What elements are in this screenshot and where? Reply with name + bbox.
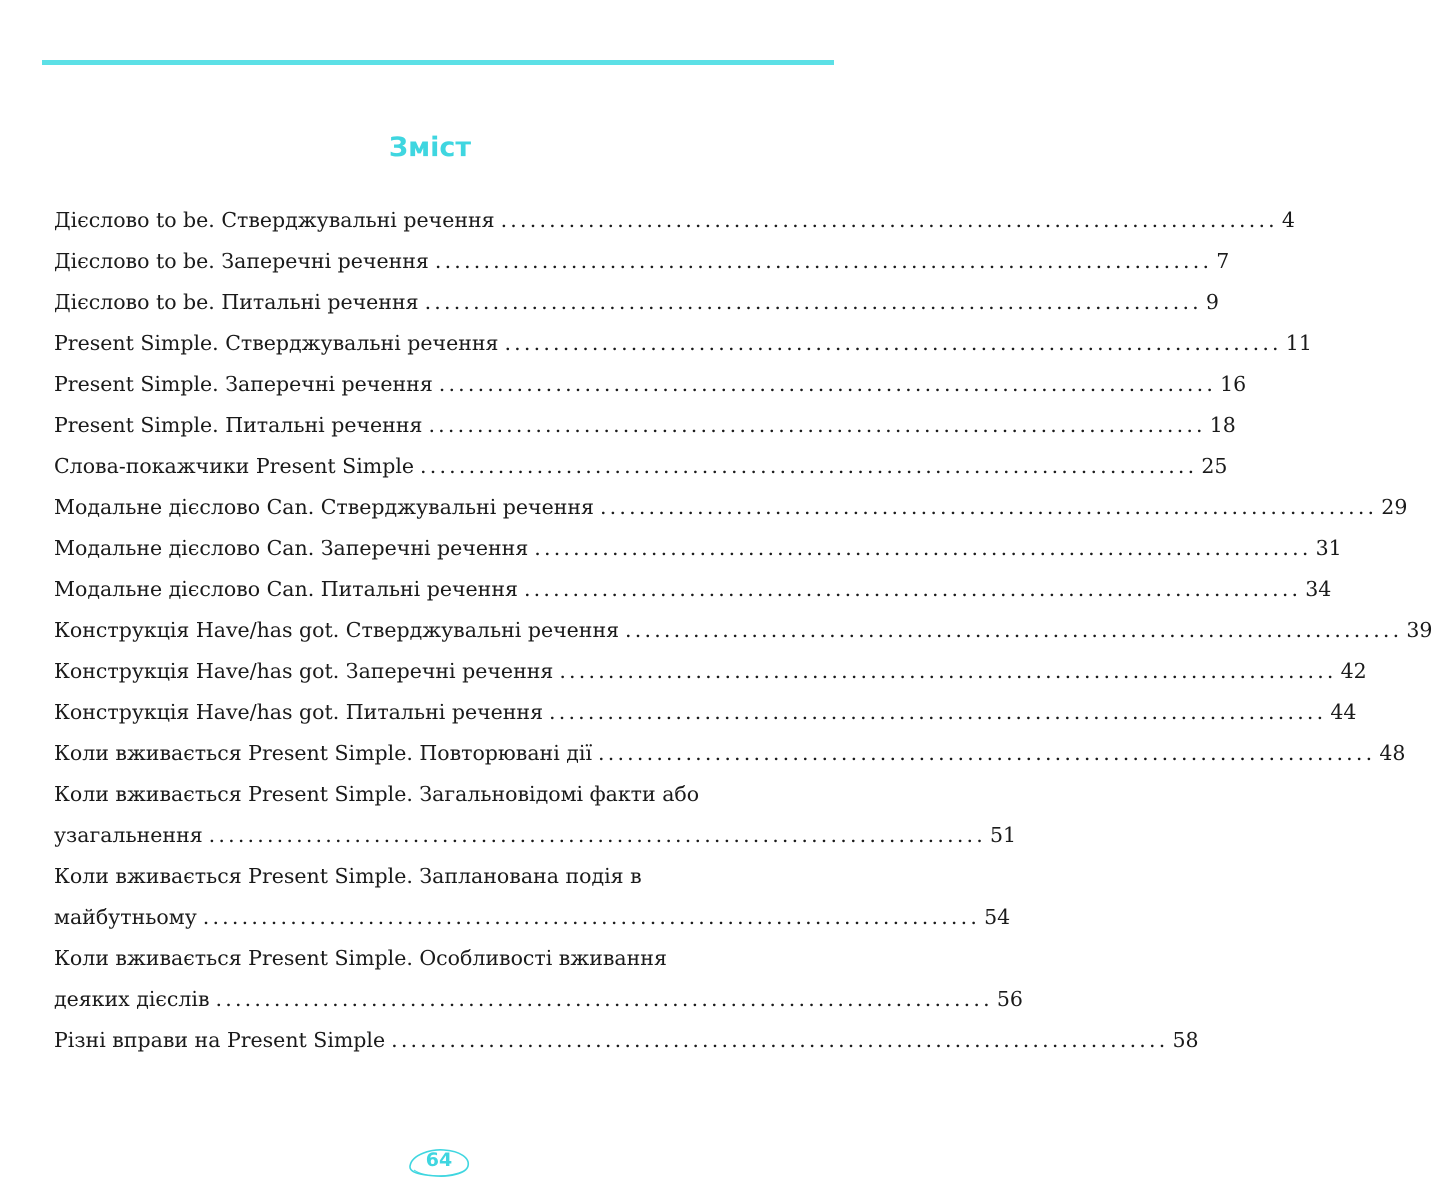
toc-entry-title: Модальне дієслово Can. Заперечні речення <box>54 536 529 560</box>
toc-leader-dots: ................................................................................ <box>504 331 1282 355</box>
toc-page-number: 34 <box>1305 577 1332 601</box>
toc-leader-dots: ................................................................................ <box>523 577 1302 601</box>
toc-row <box>54 528 1342 569</box>
toc-leader-dots: ................................................................................ <box>424 290 1202 314</box>
toc-entry-title: Модальне дієслово Can. Стверджувальні речення <box>54 495 594 519</box>
toc-entry-title: Коли вживається Present Simple. Повторювані дії <box>54 741 593 765</box>
toc-entry-first-line: Коли вживається Present Simple. Особливості вживання <box>54 946 667 970</box>
toc-entry <box>54 569 1332 610</box>
toc-entry <box>54 774 1017 856</box>
toc-leader-dots: ................................................................................ <box>202 905 981 929</box>
toc-page-number: 39 <box>1406 618 1432 642</box>
toc-leader-dots: ................................................................................ <box>534 536 1312 560</box>
toc-entry <box>54 1020 1199 1061</box>
toc-entry <box>54 282 1219 323</box>
toc-entry <box>54 610 1432 651</box>
toc-page-number: 51 <box>989 823 1017 847</box>
toc-entry-first-line: Коли вживається Present Simple. Загальновідомі факти або <box>54 782 700 806</box>
toc-page-number: 7 <box>1216 249 1230 273</box>
page-title: Зміст <box>388 132 472 163</box>
toc-row <box>54 979 1023 1020</box>
toc-entry <box>54 938 1023 1020</box>
toc-entry <box>54 405 1236 446</box>
page-number: 64 <box>425 1149 453 1171</box>
toc-leader-dots: ................................................................................ <box>549 700 1327 724</box>
toc-entry <box>54 528 1342 569</box>
toc-row <box>54 282 1219 323</box>
toc-entry-title: Present Simple. Питальні речення <box>54 413 423 437</box>
toc-entry <box>54 364 1247 405</box>
toc-entry-title: Дієслово to be. Стверджувальні речення <box>54 208 495 232</box>
toc-row <box>54 446 1228 487</box>
toc-page-number: 25 <box>1201 454 1228 478</box>
toc-entry <box>54 200 1295 241</box>
toc-entry-title: Конструкція Have/has got. Стверджувальні речення <box>54 618 620 642</box>
toc-row <box>54 364 1247 405</box>
toc-row <box>54 487 1408 528</box>
toc-page-number: 44 <box>1330 700 1357 724</box>
toc-page-number: 54 <box>984 905 1011 929</box>
toc-row <box>54 692 1357 733</box>
toc-leader-dots: ................................................................................ <box>391 1028 1169 1052</box>
toc-entry-title: Різні вправи на Present Simple <box>54 1028 386 1052</box>
toc-entry-title: Слова-покажчики Present Simple <box>54 454 415 478</box>
toc-leader-dots: ................................................................................ <box>428 413 1206 437</box>
toc-entry-title: Модальне дієслово Can. Питальні речення <box>54 577 518 601</box>
toc-page-number: 31 <box>1315 536 1342 560</box>
toc-leader-dots: ................................................................................ <box>438 372 1217 396</box>
toc-entry-title: майбутньому <box>54 905 197 929</box>
toc-page-number: 18 <box>1209 413 1236 437</box>
toc-entry <box>54 651 1367 692</box>
toc-entry-title: Конструкція Have/has got. Питальні речення <box>54 700 544 724</box>
toc-entry <box>54 733 1406 774</box>
toc-leader-dots: ................................................................................ <box>434 249 1213 273</box>
toc-row <box>54 323 1312 364</box>
toc-page-number: 16 <box>1220 372 1247 396</box>
toc-page-number: 11 <box>1285 331 1312 355</box>
toc-leader-dots: ................................................................................ <box>559 659 1337 683</box>
toc-entry <box>54 487 1408 528</box>
toc-row <box>54 1020 1199 1061</box>
toc-page-number: 4 <box>1281 208 1295 232</box>
toc-entry <box>54 241 1230 282</box>
toc-leader-dots: ................................................................................ <box>208 823 986 847</box>
toc-entry-title: Дієслово to be. Питальні речення <box>54 290 419 314</box>
toc-entry-title: Present Simple. Заперечні речення <box>54 372 433 396</box>
page-number-badge <box>404 1146 474 1180</box>
toc-row <box>54 569 1332 610</box>
toc-entry-first-line: Коли вживається Present Simple. Запланована подія в <box>54 864 642 888</box>
toc-page-number: 48 <box>1379 741 1406 765</box>
toc-entry-title: деяких дієслів <box>54 987 210 1011</box>
toc-page-number: 42 <box>1340 659 1367 683</box>
toc-entry-title: Present Simple. Стверджувальні речення <box>54 331 499 355</box>
toc-page-number: 29 <box>1381 495 1408 519</box>
toc-row <box>54 897 1011 938</box>
toc-page-number: 58 <box>1172 1028 1199 1052</box>
toc-row <box>54 733 1406 774</box>
toc-entry-title: узагальнення <box>54 823 203 847</box>
toc-entry <box>54 446 1228 487</box>
toc-entry-title: Дієслово to be. Заперечні речення <box>54 249 429 273</box>
toc-leader-dots: ................................................................................ <box>420 454 1198 478</box>
toc-page-number: 9 <box>1205 290 1219 314</box>
toc-row <box>54 241 1230 282</box>
toc-entry <box>54 323 1312 364</box>
toc-leader-dots: ................................................................................ <box>500 208 1278 232</box>
toc-row <box>54 651 1367 692</box>
toc-row <box>54 405 1236 446</box>
toc-leader-dots: ................................................................................ <box>599 495 1378 519</box>
toc-row <box>54 200 1295 241</box>
table-of-contents <box>54 200 1432 1061</box>
toc-leader-dots: ................................................................................ <box>215 987 993 1011</box>
toc-leader-dots: ................................................................................ <box>598 741 1376 765</box>
toc-page-number: 56 <box>996 987 1023 1011</box>
toc-entry <box>54 692 1357 733</box>
toc-entry-title: Конструкція Have/has got. Заперечні речення <box>54 659 554 683</box>
toc-entry <box>54 856 1011 938</box>
toc-row <box>54 815 1017 856</box>
toc-leader-dots: ................................................................................ <box>625 618 1403 642</box>
top-rule <box>42 60 834 65</box>
toc-row <box>54 610 1432 651</box>
